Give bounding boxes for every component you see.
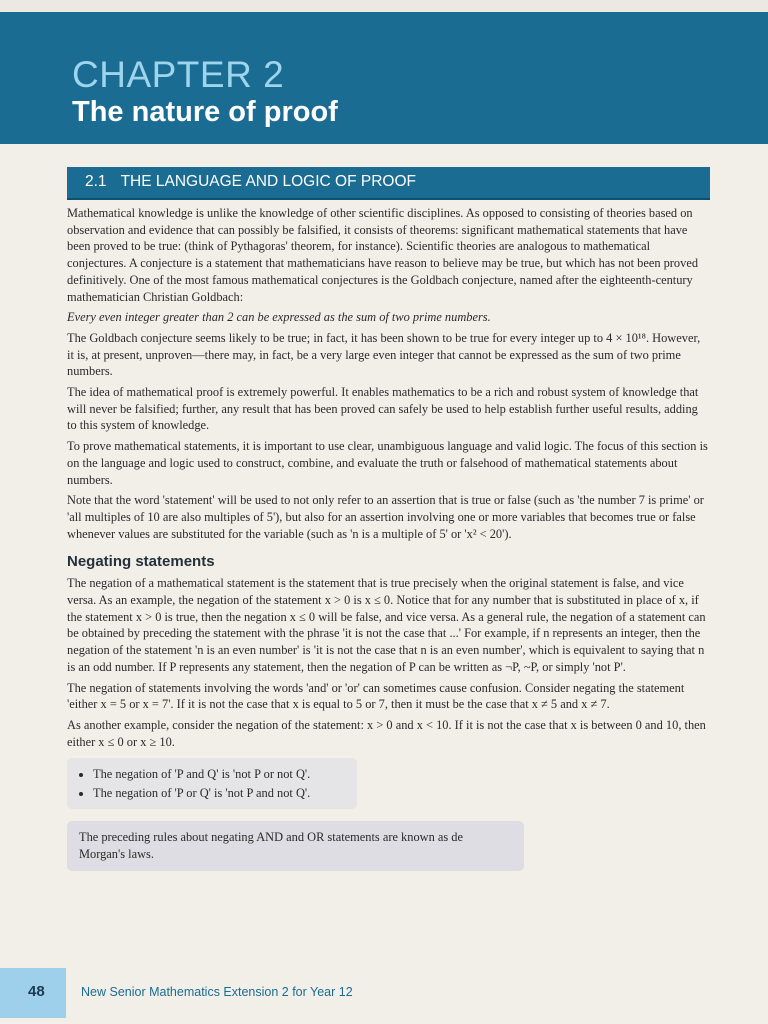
chapter-label: CHAPTER 2: [72, 54, 285, 95]
section-number: 2.1: [85, 173, 107, 190]
page-number: 48: [28, 983, 45, 1000]
paragraph: Mathematical knowledge is unlike the knowledge of other scientific disciplines. As opposed to consisting of theories based on observation and evidence that can possibly be falsified, it consists of theorems: significant mathematical statements that have been proved to be true: (think of Pythagoras' theorem, for instance). Scientific theories are analogous to mathematical conjectures. A conjecture is a statement that mathematicians have reason to believe may be true, but which has not been proved definitively. One of the most famous mathematical conjectures is the Goldbach conjecture, named after the eighteenth-century mathematician Christian Goldbach:: [67, 206, 699, 304]
paragraph: The negation of statements involving the words 'and' or 'or' can sometimes cause confusion. Consider negating the statement 'either x = 5 or x = 7'. If it is not the case that x is equal to 5 or 7, then it must be the case that x ≠ 5 and x ≠ 7.: [67, 680, 685, 712]
chapter-title: The nature of proof: [72, 96, 338, 128]
section-title: [85, 173, 416, 192]
paragraph: To prove mathematical statements, it is important to use clear, unambiguous language and valid logic. The focus of this section is on the language and logic used to construct, combine, and evaluate the truth or falsehood of mathematical statements about numbers.: [67, 439, 708, 487]
goldbach-statement: Every even integer greater than 2 can be expressed as the sum of two prime numbers.: [67, 310, 491, 325]
rule-item: • The negation of 'P and Q' is 'not P or not Q'.: [93, 765, 347, 784]
book-title: New Senior Mathematics Extension 2 for Year 12: [81, 985, 353, 999]
top-strip: [0, 0, 768, 12]
paragraph: The Goldbach conjecture seems likely to be true; in fact, it has been shown to be true for every integer up to 4 × 10¹⁸. However, it is, at present, unproven—there may, in fact, be a very large even integer that cannot be expressed as the sum of two prime numbers.: [67, 330, 701, 379]
paragraph: Note that the word 'statement' will be used to not only refer to an assertion that is true or false (such as 'the number 7 is prime' or 'all multiples of 10 are also multiples of 5'), but also for an assertion involving one or more variables that becomes true or false whenever values are substituted for the variable (such as 'n is a multiple of 5' or 'x² < 20').: [67, 493, 704, 541]
rules-list: [77, 765, 347, 803]
rule-item: • The negation of 'P or Q' is 'not P and not Q'.: [93, 784, 347, 803]
de-morgan-note: The preceding rules about negating AND and OR statements are known as de Morgan's laws.: [67, 821, 524, 870]
main-content: [67, 205, 710, 871]
paragraph: The negation of a mathematical statement is the statement that is true precisely when the original statement is false, and vice versa. As an example, the negation of the statement x > 0 is x ≤ 0. Notice that for any number that is substituted in place of x, if the statement x > 0 is true, then the negation x ≤ 0 will be false, and vice versa. As a general rule, the negation of a statement can be obtained by preceding the statement with the phrase 'it is not the case that ...' For example, if n represents an integer, then the negation of the statement 'n is an even number' is 'it is not the case that n is an even number', which is equivalent to saying that n is an odd number. If P represents any statement, then the negation of P can be written as ¬P, ~P, or simply 'not P'.: [67, 576, 706, 674]
paragraph: The idea of mathematical proof is extremely powerful. It enables mathematics to be a rich and robust system of knowledge that will never be falsified; further, any result that has been proved can safely be used to help establish further useful results, adding to this system of knowledge.: [67, 385, 699, 433]
section-title-text: THE LANGUAGE AND LOGIC OF PROOF: [120, 173, 416, 190]
rules-box: [67, 758, 357, 809]
chapter-banner: [0, 12, 768, 144]
section-header: [67, 167, 710, 200]
page-number-tab: [0, 968, 66, 1018]
paragraph: As another example, consider the negation of the statement: x > 0 and x < 10. If it is not the case that x is between 0 and 10, then either x ≤ 0 or x ≥ 10.: [67, 717, 706, 749]
negating-heading: Negating statements: [67, 553, 215, 571]
